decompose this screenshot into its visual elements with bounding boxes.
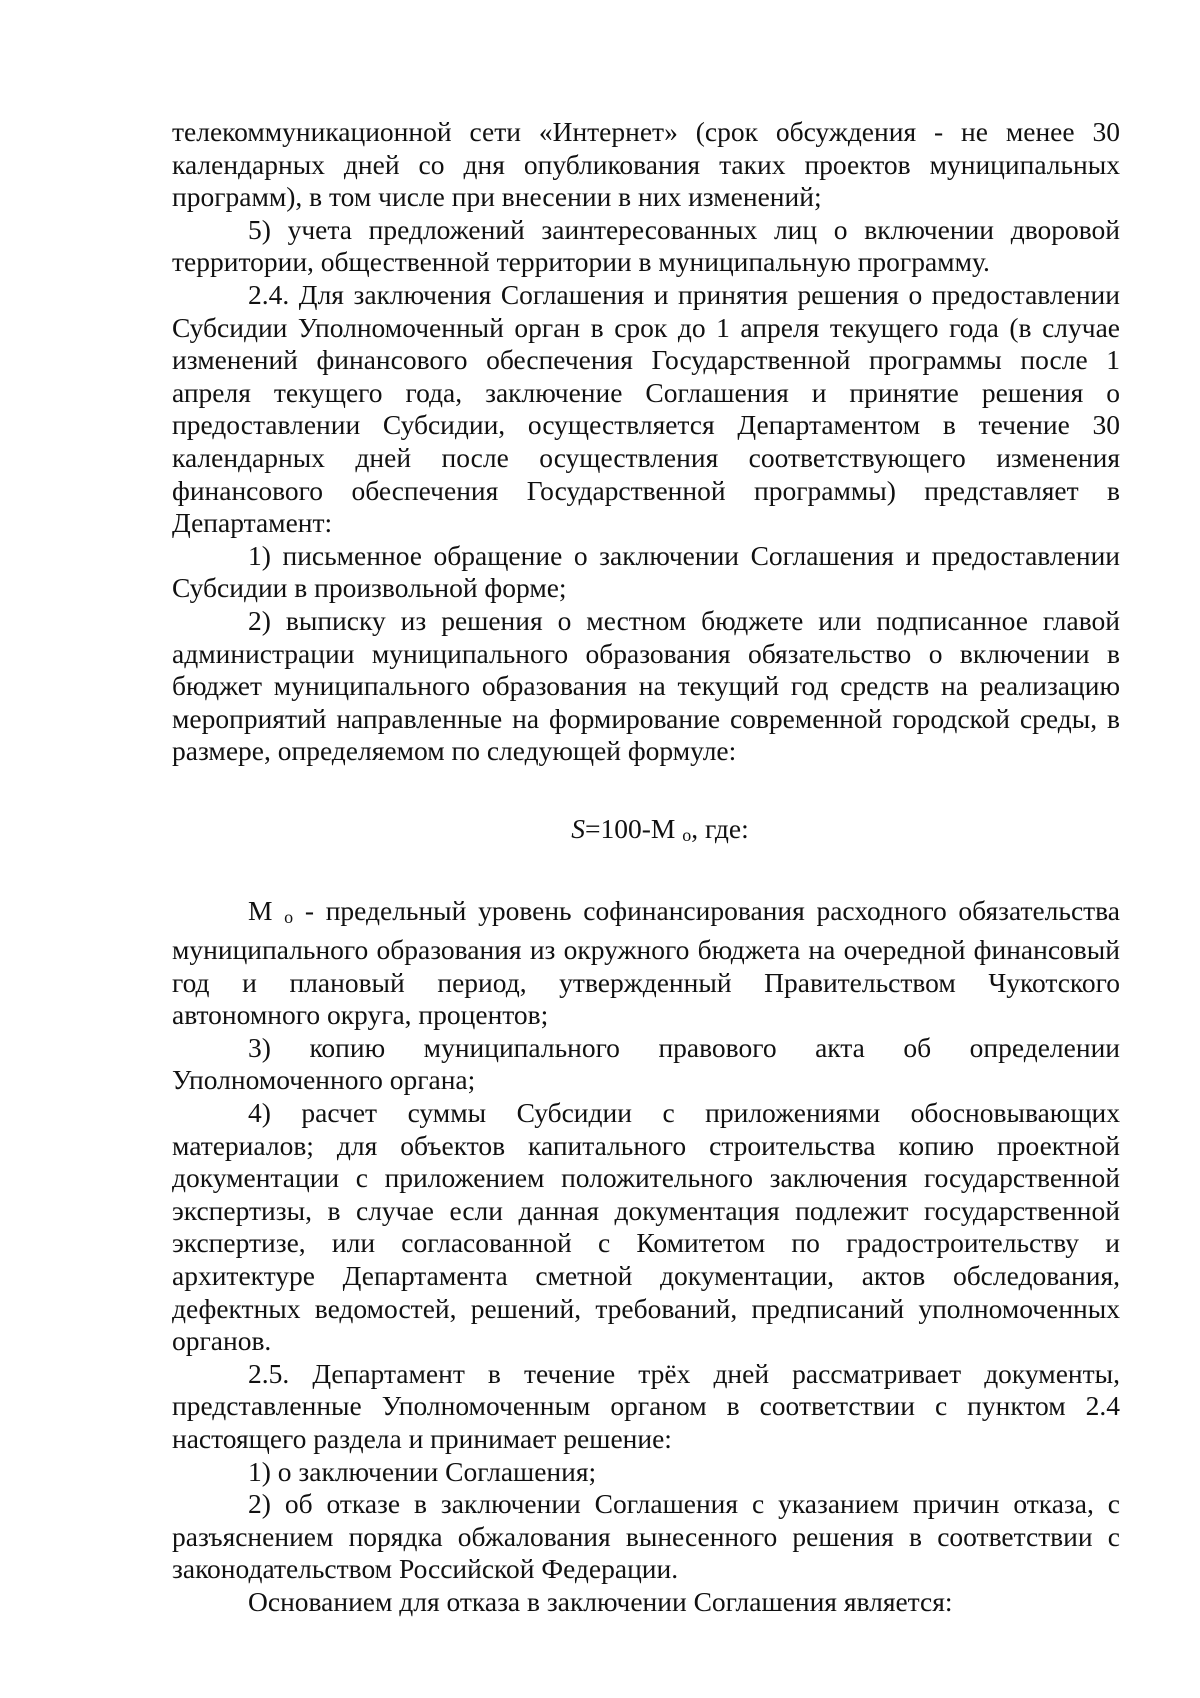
paragraph-item-5: 5) учета предложений заинтересованных лиц о включении дворовой территории, общественной территории в муниципальную программу.: [172, 213, 1120, 278]
paragraph-2-4: 2.4. Для заключения Соглашения и принятия решения о предоставлении Субсидии Уполномоченный орган в срок до 1 апреля текущего года (в случае изменений финансового обеспечения Государственной программы после 1 апреля текущего года, заключение Соглашения и принятие решения о предоставлении Субсидии, осуществляется Департаментом в течение 30 календарных дней после осуществления соответствующего изменения финансового обеспечения Государственной программы) представляет в Департамент:: [172, 278, 1120, 539]
formula-definition: [172, 895, 1120, 1031]
document-body: [172, 116, 1120, 1619]
paragraph-item-1-appeal: 1) письменное обращение о заключении Соглашения и предоставлении Субсидии в произвольной форме;: [172, 539, 1120, 604]
formula-expression: =100-М: [585, 812, 676, 844]
paragraph-decision-1: 1) о заключении Соглашения;: [248, 1455, 597, 1487]
paragraph-item-4: 4) расчет суммы Субсидии с приложениями обосновывающих материалов; для объектов капитального строительства копию проектной документации с приложением положительного заключения государственной экспертизы, в случае если данная документация подлежит государственной экспертизе, или согласованной с Комитетом по градостроительству и архитектуре Департамента сметной документации, актов обследования, дефектных ведомостей, решений, требований, предписаний уполномоченных органов.: [172, 1097, 1120, 1357]
paragraph-refusal-grounds: Основанием для отказа в заключении Соглашения является:: [248, 1585, 953, 1617]
paragraph-item-2-extract: 2) выписку из решения о местном бюджете или подписанное главой администрации муниципального образования обязательство о включении в бюджет муниципального образования на текущий год средств на реализацию мероприятий направленные на формирование современной городской среды, в размере, определяемом по следующей формуле:: [172, 604, 1120, 767]
formula-subscript: о: [682, 824, 692, 845]
paragraph-2-5: 2.5. Департамент в течение трёх дней рассматривает документы, представленные Уполномоченным органом в соответствии с пунктом 2.4 настоящего раздела и принимает решение:: [172, 1357, 1120, 1454]
formula: [172, 813, 1120, 852]
definition-subscript: о: [284, 907, 294, 928]
paragraph-decision-2: 2) об отказе в заключении Соглашения с указанием причин отказа, с разъяснением порядка обжалования вынесенного решения в соответствии с законодательством Российской Федерации.: [172, 1488, 1120, 1585]
definition-symbol: М: [248, 895, 273, 927]
definition-text: - предельный уровень софинансирования расходного обязательства муниципального образования из окружного бюджета на очередной финансовый год и плановый период, утвержденный Правительством Чукотского автономного округа, процентов;: [172, 895, 1121, 1031]
formula-variable: S: [571, 812, 585, 844]
paragraph-continuation: телекоммуникационной сети «Интернет» (срок обсуждения - не менее 30 календарных дней со дня опубликования таких проектов муниципальных программ), в том числе при внесении в них изменений;: [172, 116, 1120, 213]
formula-suffix: , где:: [691, 812, 749, 844]
paragraph-item-3: 3) копию муниципального правового акта об определении Уполномоченного органа;: [172, 1031, 1120, 1096]
